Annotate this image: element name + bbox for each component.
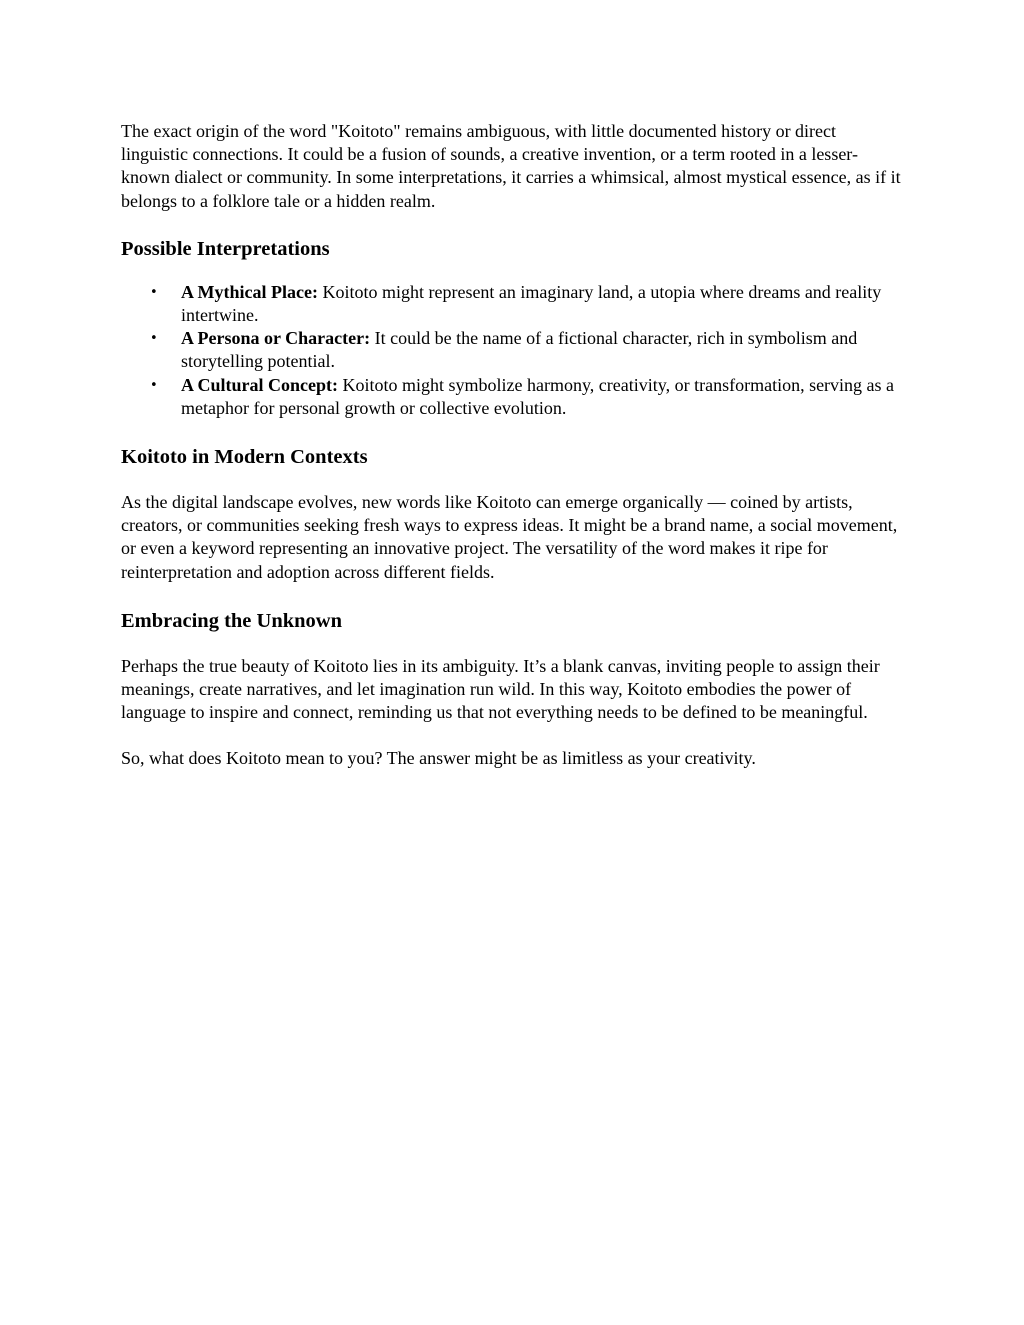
list-item-text: Koitoto might symbolize harmony, creativity, or transformation, serving as a metaphor for personal growth or collective evolution. [181, 374, 895, 418]
list-item-text: It could be the name of a fictional character, rich in symbolism and storytelling potential. [181, 328, 858, 372]
list-item-text: Koitoto might represent an imaginary land, a utopia where dreams and reality intertwine. [181, 281, 882, 326]
list-item-persona [121, 327, 906, 373]
modern-contexts-paragraph: As the digital landscape evolves, new words like Koitoto can emerge organically — coined by artists, creators, or communities seeking fresh ways to express ideas. It might be a brand name, a social movement, or even a keyword representing an innovative project. The versatility of the word makes it ripe for reinterpretation and adoption across different fields. [121, 492, 898, 582]
list-item-term: A Persona or Character: [181, 328, 371, 349]
list-item-cultural-concept [121, 374, 906, 420]
closing-paragraph: So, what does Koitoto mean to you? The answer might be as limitless as your creativity. [121, 748, 756, 769]
interpretations-list [121, 281, 906, 420]
bullet-icon: • [150, 331, 158, 347]
interpretations-heading: Possible Interpretations [121, 237, 330, 260]
modern-contexts-heading: Koitoto in Modern Contexts [121, 446, 368, 469]
bullet-icon: • [150, 284, 158, 300]
list-item-term: A Cultural Concept: [181, 374, 338, 395]
list-item-mythical-place [121, 281, 906, 327]
embracing-unknown-paragraph: Perhaps the true beauty of Koitoto lies in its ambiguity. It’s a blank canvas, inviting people to assign their meanings, create narratives, and let imagination run wild. In this way, Koitoto embodies the power of language to inspire and connect, reminding us that not everything needs to be defined to be meaningful. [121, 655, 880, 723]
embracing-unknown-heading: Embracing the Unknown [121, 609, 342, 632]
document-page [121, 120, 906, 771]
list-item-term: A Mythical Place: [181, 281, 318, 302]
bullet-icon: • [150, 377, 158, 393]
intro-paragraph: The exact origin of the word "Koitoto" remains ambiguous, with little documented history or direct linguistic connections. It could be a fusion of sounds, a creative invention, or a term rooted in a lesser-known dialect or community. In some interpretations, it carries a whimsical, almost mystical essence, as if it belongs to a folklore tale or a hidden realm. [121, 121, 901, 211]
